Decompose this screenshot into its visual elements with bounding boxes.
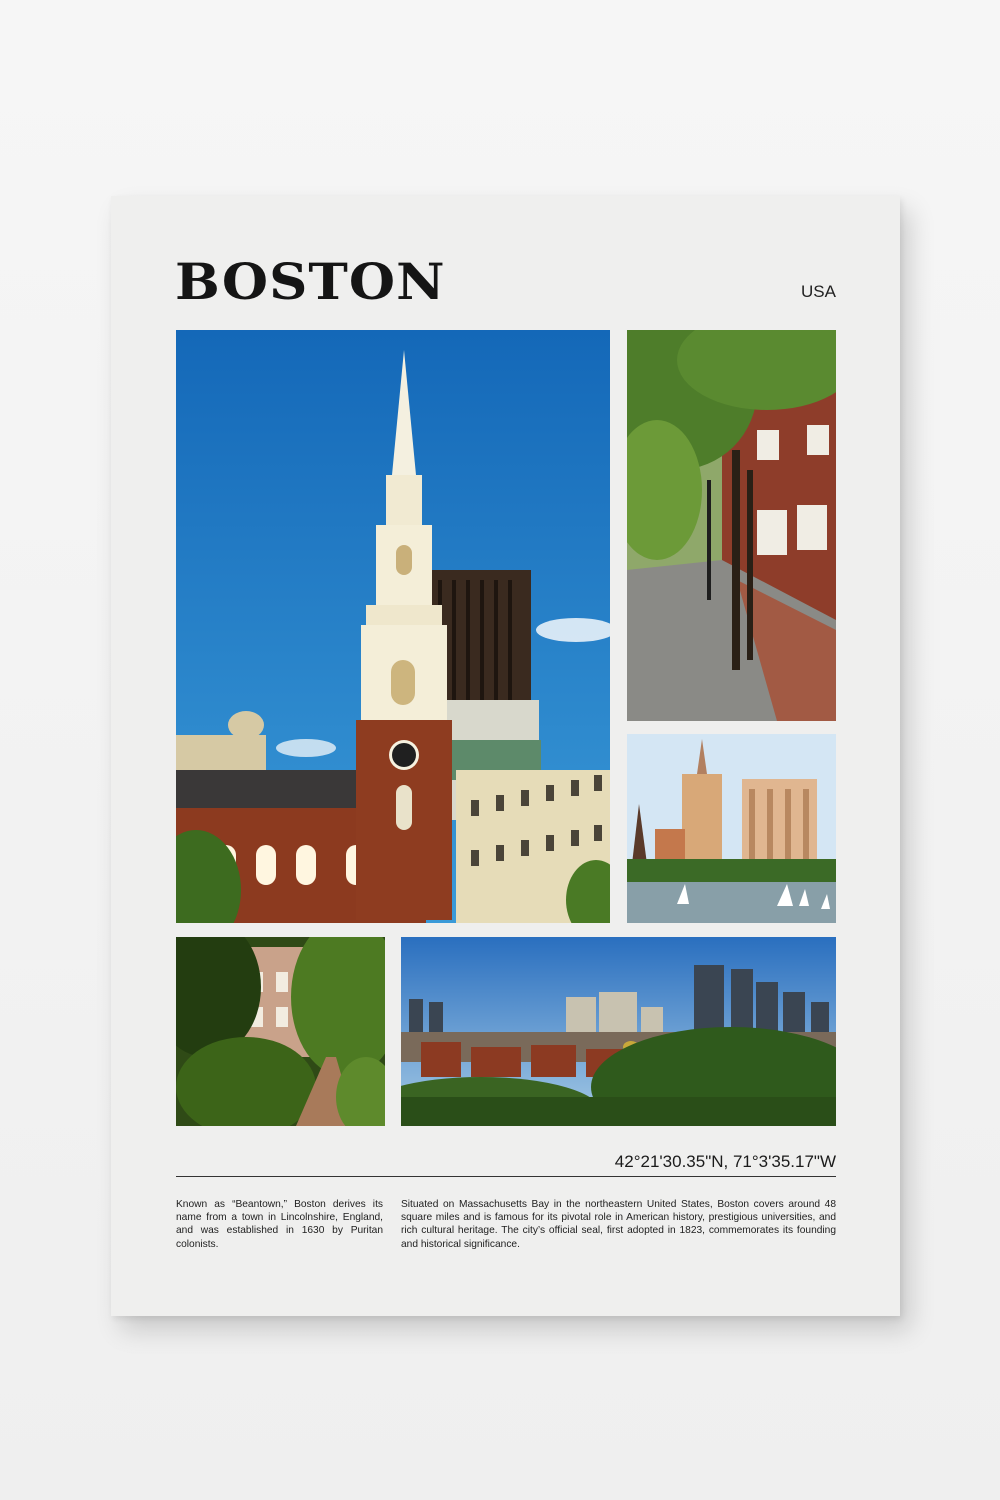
poster-title: BOSTON [175,252,446,311]
coordinates-label: 42°21'30.35"N, 71°3'35.17"W [614,1152,836,1171]
poster [111,196,900,1316]
photo-skyline-sailboats [627,734,836,923]
country-label: USA [801,282,836,301]
photo-panoramic-skyline [401,937,836,1126]
photo-garden-path [176,937,385,1126]
photo-street [627,330,836,721]
description-right: Situated on Massachusetts Bay in the northeastern United States, Boston covers around 48 square miles and is famous for its pivotal role in American history, prestigious universities, and rich cultural heritage. The city’s official seal, first adopted in 1823, commemorates its founding and historical significance. [401,1199,836,1250]
divider-line [176,1176,836,1177]
description-left: Known as “Beantown,” Boston derives its name from a town in Lincolnshire, England, and was established in 1630 by Puritan colonists. [176,1199,383,1250]
photo-church-steeple [176,330,610,923]
